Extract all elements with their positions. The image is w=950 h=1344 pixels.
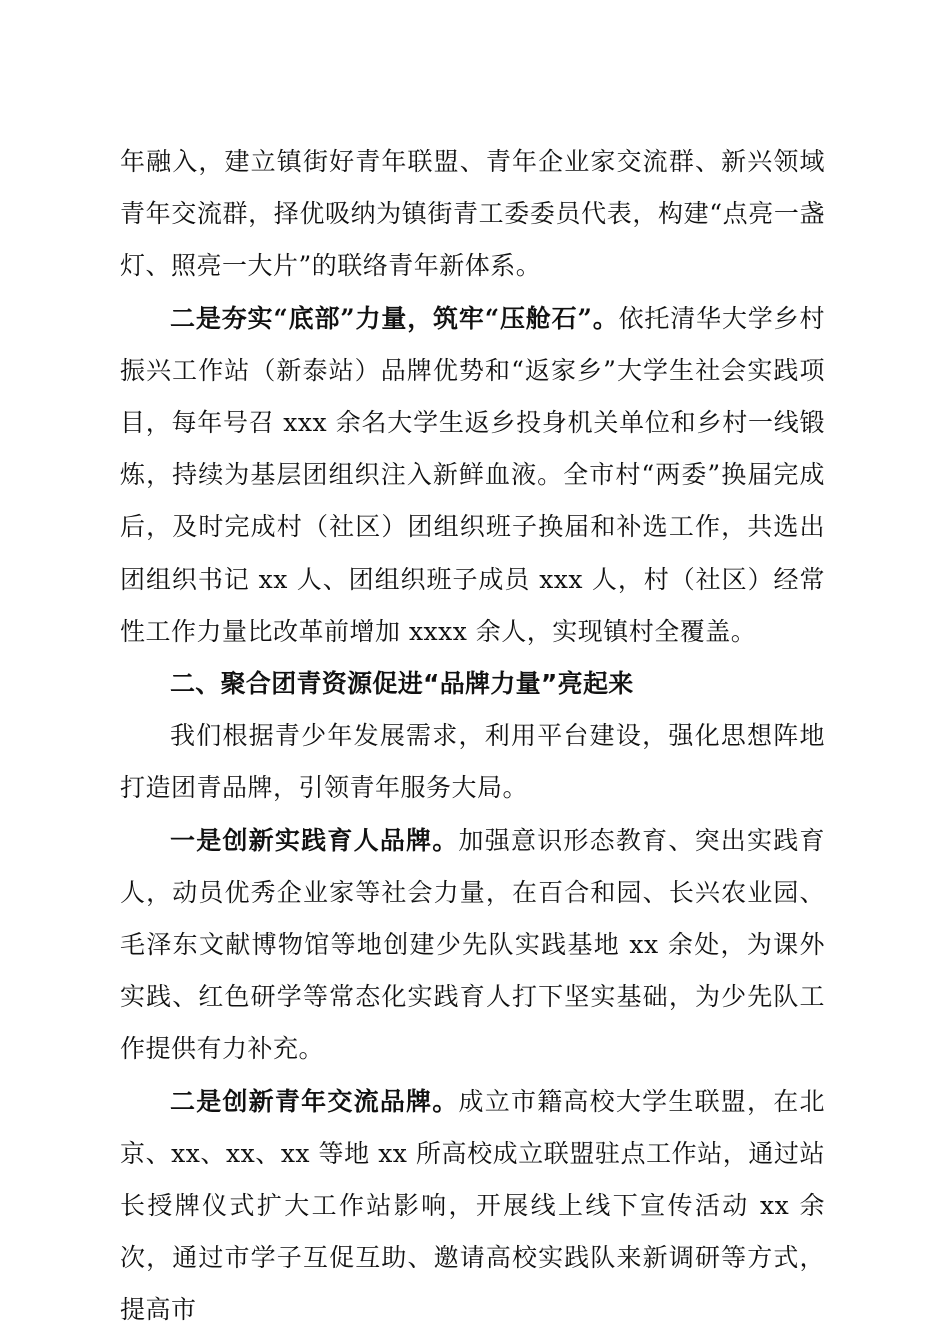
- paragraph-point-one: [120, 815, 825, 1076]
- paragraph-text: 年融入，建立镇街好青年联盟、青年企业家交流群、新兴领域青年交流群，择优吸纳为镇街青工委委员代表，构建“点亮一盏灯、照亮一大片”的联络青年新体系。: [120, 147, 825, 281]
- paragraph-continuation: [120, 136, 825, 293]
- paragraph-text: 我们根据青少年发展需求，利用平台建设，强化思想阵地打造团青品牌，引领青年服务大局。: [120, 721, 825, 803]
- paragraph-text: 依托清华大学乡村振兴工作站（新泰站）品牌优势和“返家乡”大学生社会实践项目，每年号召 xxx 余名大学生返乡投身机关单位和乡村一线锻炼，持续为基层团组织注入新鲜血液。全市村“两委”换届完成后，及时完成村（社区）团组织班子换届和补选工作，共选出团组织书记 xx 人、团组织班子成员 xxx 人，村（社区）经常性工作力量比改革前增加 xxxx 余人，实现镇村全覆盖。: [120, 303, 825, 646]
- paragraph-lead: 二是夯实“底部”力量，筑牢“压舱石”。: [170, 303, 619, 333]
- document-body: [120, 136, 825, 1337]
- paragraph-lead: 一是创新实践育人品牌。: [170, 825, 459, 855]
- paragraph-text: 加强意识形态教育、突出实践育人，动员优秀企业家等社会力量，在百合和园、长兴农业园、毛泽东文献博物馆等地创建少先队实践基地 xx 余处，为课外实践、红色研学等常态化实践育人打下坚实基础，为少先队工作提供有力补充。: [120, 825, 825, 1064]
- section-heading: 二、聚合团青资源促进“品牌力量”亮起来: [170, 669, 634, 699]
- paragraph-lead: 二是创新青年交流品牌。: [170, 1086, 459, 1116]
- paragraph-text: 成立市籍高校大学生联盟，在北京、xx、xx、xx 等地 xx 所高校成立联盟驻点工作站，通过站长授牌仪式扩大工作站影响，开展线上线下宣传活动 xx 余次，通过市学子互促互助、邀请高校实践队来新调研等方式，提高市: [120, 1086, 825, 1325]
- paragraph-intro: [120, 710, 825, 814]
- paragraph-point-two: [120, 293, 825, 658]
- paragraph-point-two-b: [120, 1076, 825, 1337]
